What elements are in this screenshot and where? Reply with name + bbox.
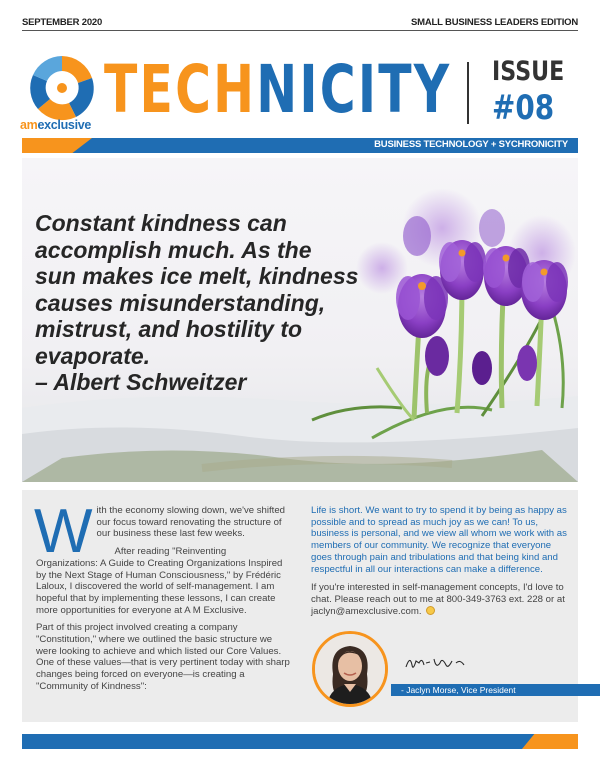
portrait-icon	[315, 634, 385, 704]
tagline-ribbon	[22, 138, 578, 153]
ribbon-accent	[22, 138, 92, 153]
title-part-nicity: NICITY	[256, 51, 452, 128]
drop-cap: W	[34, 497, 93, 566]
hero-image	[22, 158, 578, 482]
masthead-divider	[467, 62, 469, 124]
smiley-icon	[426, 606, 435, 615]
core-value-highlight: Life is short. We want to try to spend it by being as happy as possible and to spread as much joy as we can! To us, business is personal, and we view all whom we work with as members of our community. We recognize that everyone goes through pain and tribulations and that being kind and respectful in all our interactions can make a difference.	[311, 505, 567, 575]
article-paragraph-1: With the economy slowing down, we've shifted our focus toward renovating the structure of our business these last few weeks.	[34, 497, 286, 566]
masthead-title	[104, 48, 451, 132]
article-paragraph-2: After reading "Reinventing Organizations: A Guide to Creating Organizations Inspired by the Next Stage of Human Consciousness," by Frédéric Laloux, I discovered the world of self-management. I am hopeful that by implementing these lessons, I can create more opportunities for everyone at A M Exclusive.	[36, 546, 283, 616]
author-signoff: - Jaclyn Morse, Vice President	[391, 684, 600, 696]
edition-label: SMALL BUSINESS LEADERS EDITION	[411, 17, 578, 28]
author-avatar	[312, 631, 388, 707]
title-part-tech: TECH	[104, 51, 257, 128]
issue-label: ISSUE	[492, 56, 565, 87]
article-column-right	[311, 505, 569, 617]
issue-number: #08	[492, 88, 555, 128]
contact-paragraph: If you're interested in self-management concepts, I'd love to chat. Please reach out to me at 800-349-3763 ext. 228 or at jaclyn@amexclusive.com.	[311, 582, 565, 617]
signature-icon	[402, 651, 472, 673]
issue-date: SEPTEMBER 2020	[22, 17, 103, 28]
logo-wordmark: amexclusive	[20, 118, 92, 132]
tagline: BUSINESS TECHNOLOGY + SYCHRONICITY	[374, 139, 568, 150]
hero-quote: Constant kindness can accomplish much. As the sun makes ice melt, kindness causes misunderstanding, mistrust, and hostility to evaporate. – Albert Schweitzer	[35, 210, 365, 396]
quote-author: – Albert Schweitzer	[35, 369, 247, 395]
footer-bar	[22, 734, 578, 749]
top-divider	[22, 30, 578, 31]
article-column-left	[34, 497, 290, 699]
footer-accent	[522, 734, 578, 749]
article-paragraph-3: Part of this project involved creating a company "Constitution," where we outlined the basic structure we were looking to achieve and which listed our Core Values. One of these values—that is very pertinent today with sharp changes being forced on everyone—is creating a "Community of Kindness":	[36, 622, 290, 692]
